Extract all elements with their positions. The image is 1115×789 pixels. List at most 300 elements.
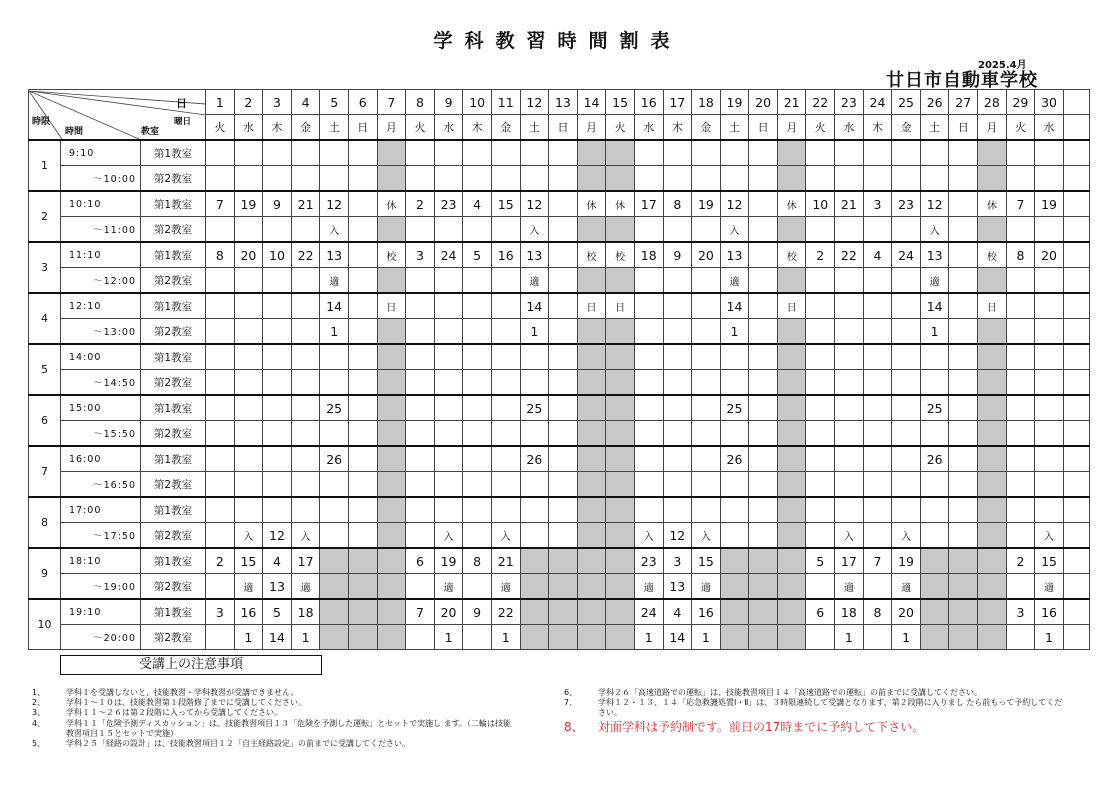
schedule-cell	[377, 268, 406, 294]
schedule-cell	[1006, 395, 1035, 421]
schedule-cell	[263, 217, 292, 243]
schedule-cell	[320, 344, 349, 370]
schedule-cell: 9	[663, 242, 692, 268]
room-label: 第1教室	[141, 599, 206, 625]
schedule-cell	[806, 344, 835, 370]
schedule-cell: 日	[377, 293, 406, 319]
schedule-cell: 1	[920, 319, 949, 345]
schedule-cell: 13	[663, 574, 692, 600]
schedule-cell	[463, 268, 492, 294]
schedule-cell	[777, 166, 806, 192]
period-number: 7	[29, 446, 61, 497]
schedule-cell	[663, 472, 692, 498]
schedule-cell: 入	[835, 523, 864, 549]
schedule-cell	[692, 370, 721, 396]
schedule-cell	[634, 293, 663, 319]
schedule-cell	[749, 140, 778, 166]
schedule-cell: 12	[663, 523, 692, 549]
schedule-cell: 20	[692, 242, 721, 268]
schedule-cell	[920, 421, 949, 447]
schedule-cell	[549, 370, 578, 396]
schedule-cell	[663, 166, 692, 192]
schedule-cell	[892, 166, 921, 192]
schedule-cell	[348, 217, 377, 243]
note-item	[32, 708, 512, 718]
schedule-cell	[892, 217, 921, 243]
schedule-cell	[1006, 421, 1035, 447]
note-number: 5、	[32, 739, 46, 749]
schedule-cell	[606, 574, 635, 600]
period-row	[29, 548, 1090, 574]
schedule-cell	[949, 370, 978, 396]
notes-left-column	[32, 688, 512, 749]
schedule-cell: 適	[892, 574, 921, 600]
schedule-cell: 25	[520, 395, 549, 421]
schedule-cell	[777, 446, 806, 472]
schedule-cell	[1006, 166, 1035, 192]
schedule-cell	[577, 217, 606, 243]
schedule-cell	[263, 319, 292, 345]
schedule-cell	[806, 140, 835, 166]
weekday-header: 火	[806, 115, 835, 141]
schedule-cell	[863, 293, 892, 319]
spare-column	[1063, 115, 1089, 141]
period-row	[29, 421, 1090, 447]
period-row	[29, 370, 1090, 396]
header-row-days	[29, 90, 1090, 115]
period-end-time: ～12:00	[61, 268, 141, 294]
schedule-cell: 1	[520, 319, 549, 345]
schedule-cell: 適	[835, 574, 864, 600]
schedule-cell	[549, 166, 578, 192]
schedule-cell: 適	[692, 574, 721, 600]
note-text: 学科１２・１３、１４「応急救護処置Ⅰ・Ⅱ」は、３時限連続して受講となります、第２段階に入りまし たら前もって予約してください。	[598, 698, 1063, 718]
schedule-cell	[320, 625, 349, 650]
schedule-cell	[806, 523, 835, 549]
schedule-cell	[348, 370, 377, 396]
schedule-cell: 休	[577, 191, 606, 217]
schedule-cell	[835, 370, 864, 396]
schedule-cell: 3	[1006, 599, 1035, 625]
schedule-cell	[234, 293, 263, 319]
schedule-cell	[549, 599, 578, 625]
schedule-cell	[692, 319, 721, 345]
schedule-cell	[806, 395, 835, 421]
schedule-cell	[720, 370, 749, 396]
schedule-cell	[892, 293, 921, 319]
schedule-cell	[377, 421, 406, 447]
schedule-cell	[406, 293, 435, 319]
schedule-cell	[663, 421, 692, 447]
day-header: 9	[434, 90, 463, 115]
schedule-cell	[491, 395, 520, 421]
schedule-cell: 13	[920, 242, 949, 268]
note-number: 6、	[564, 688, 578, 697]
schedule-cell	[863, 395, 892, 421]
schedule-cell: 13	[263, 574, 292, 600]
period-start-time: 11:10	[61, 242, 141, 268]
schedule-cell	[835, 344, 864, 370]
schedule-cell: 15	[692, 548, 721, 574]
schedule-cell: 8	[863, 599, 892, 625]
schedule-cell	[920, 548, 949, 574]
schedule-cell	[263, 293, 292, 319]
schedule-cell	[720, 140, 749, 166]
schedule-cell	[692, 166, 721, 192]
schedule-cell	[549, 319, 578, 345]
schedule-cell	[577, 319, 606, 345]
schedule-cell: 20	[434, 599, 463, 625]
schedule-cell	[806, 574, 835, 600]
schedule-cell: 1	[234, 625, 263, 650]
schedule-cell	[520, 523, 549, 549]
period-start-time: 9:10	[61, 140, 141, 166]
schedule-cell	[234, 370, 263, 396]
schedule-cell	[377, 574, 406, 600]
schedule-cell	[863, 625, 892, 650]
schedule-cell	[406, 497, 435, 523]
schedule-cell	[520, 548, 549, 574]
schedule-cell	[835, 497, 864, 523]
day-header: 19	[720, 90, 749, 115]
schedule-cell	[406, 344, 435, 370]
schedule-cell	[720, 421, 749, 447]
schedule-cell	[949, 217, 978, 243]
schedule-cell: 適	[320, 268, 349, 294]
schedule-cell	[863, 574, 892, 600]
schedule-cell	[892, 268, 921, 294]
schedule-cell	[491, 370, 520, 396]
schedule-cell: 12	[720, 191, 749, 217]
weekday-header: 月	[577, 115, 606, 141]
schedule-cell	[348, 421, 377, 447]
period-end-time: ～15:50	[61, 421, 141, 447]
note-number: 1、	[32, 688, 46, 697]
schedule-cell: 1	[720, 319, 749, 345]
schedule-cell	[806, 293, 835, 319]
schedule-cell	[949, 574, 978, 600]
schedule-cell	[463, 370, 492, 396]
schedule-cell	[463, 166, 492, 192]
schedule-cell	[692, 344, 721, 370]
schedule-cell	[377, 395, 406, 421]
schedule-cell	[577, 625, 606, 650]
day-header: 23	[835, 90, 864, 115]
room-label: 第2教室	[141, 574, 206, 600]
weekday-header: 月	[777, 115, 806, 141]
spare-column	[1063, 421, 1089, 447]
day-header: 10	[463, 90, 492, 115]
schedule-cell: 適	[291, 574, 320, 600]
schedule-cell	[806, 370, 835, 396]
schedule-cell	[1006, 472, 1035, 498]
schedule-cell	[863, 421, 892, 447]
schedule-cell	[720, 574, 749, 600]
schedule-cell	[491, 217, 520, 243]
schedule-cell	[406, 268, 435, 294]
day-header: 15	[606, 90, 635, 115]
schedule-cell	[1006, 574, 1035, 600]
schedule-cell	[749, 293, 778, 319]
room-label: 第1教室	[141, 497, 206, 523]
schedule-cell	[206, 166, 235, 192]
schedule-cell	[234, 268, 263, 294]
schedule-cell: 1	[491, 625, 520, 650]
schedule-cell	[1035, 497, 1064, 523]
schedule-cell: 14	[263, 625, 292, 650]
schedule-cell	[892, 370, 921, 396]
schedule-cell: 25	[720, 395, 749, 421]
spare-column	[1063, 625, 1089, 650]
room-label: 第1教室	[141, 242, 206, 268]
period-start-time: 19:10	[61, 599, 141, 625]
weekday-header: 火	[206, 115, 235, 141]
period-start-time: 16:00	[61, 446, 141, 472]
schedule-cell	[806, 268, 835, 294]
schedule-cell	[835, 446, 864, 472]
schedule-cell	[949, 548, 978, 574]
schedule-cell: 22	[835, 242, 864, 268]
schedule-cell	[520, 625, 549, 650]
schedule-cell	[463, 446, 492, 472]
schedule-cell	[920, 523, 949, 549]
room-label: 第2教室	[141, 217, 206, 243]
schedule-cell	[720, 344, 749, 370]
schedule-cell	[606, 140, 635, 166]
schedule-cell	[406, 446, 435, 472]
schedule-cell	[920, 599, 949, 625]
schedule-cell	[978, 599, 1007, 625]
schedule-cell	[348, 574, 377, 600]
schedule-cell	[978, 574, 1007, 600]
spare-column	[1063, 599, 1089, 625]
weekday-header: 金	[291, 115, 320, 141]
schedule-cell	[206, 523, 235, 549]
schedule-cell	[1035, 395, 1064, 421]
schedule-cell	[377, 319, 406, 345]
schedule-cell: 入	[491, 523, 520, 549]
period-start-time: 15:00	[61, 395, 141, 421]
note-item	[32, 719, 512, 739]
schedule-cell	[949, 242, 978, 268]
schedule-cell	[835, 166, 864, 192]
schedule-cell	[1035, 319, 1064, 345]
schedule-cell	[606, 548, 635, 574]
schedule-cell: 14	[920, 293, 949, 319]
schedule-cell	[263, 268, 292, 294]
schedule-cell	[1035, 140, 1064, 166]
schedule-cell: 1	[291, 625, 320, 650]
schedule-cell: 12	[320, 191, 349, 217]
schedule-cell: 日	[577, 293, 606, 319]
schedule-cell: 14	[520, 293, 549, 319]
spare-column	[1063, 548, 1089, 574]
schedule-cell	[978, 548, 1007, 574]
schedule-cell	[320, 548, 349, 574]
schedule-cell	[406, 395, 435, 421]
period-row	[29, 166, 1090, 192]
schedule-cell	[777, 344, 806, 370]
schedule-cell: 3	[863, 191, 892, 217]
day-header: 8	[406, 90, 435, 115]
schedule-cell	[634, 140, 663, 166]
schedule-cell	[577, 166, 606, 192]
schedule-cell	[634, 268, 663, 294]
schedule-cell	[463, 625, 492, 650]
schedule-cell	[806, 319, 835, 345]
schedule-cell: 休	[606, 191, 635, 217]
spare-column	[1063, 217, 1089, 243]
schedule-cell	[263, 395, 292, 421]
schedule-cell	[606, 268, 635, 294]
weekday-header: 水	[634, 115, 663, 141]
spare-column	[1063, 446, 1089, 472]
schedule-cell	[978, 217, 1007, 243]
schedule-cell	[749, 446, 778, 472]
spare-column	[1063, 344, 1089, 370]
note-item	[32, 688, 512, 698]
schedule-cell: 26	[320, 446, 349, 472]
schedule-cell: 23	[434, 191, 463, 217]
period-start-time: 10:10	[61, 191, 141, 217]
schedule-cell: 24	[634, 599, 663, 625]
schedule-cell: 4	[863, 242, 892, 268]
schedule-cell	[949, 472, 978, 498]
schedule-cell	[692, 395, 721, 421]
schedule-cell	[720, 599, 749, 625]
schedule-cell	[463, 523, 492, 549]
schedule-cell	[835, 319, 864, 345]
schedule-cell	[348, 319, 377, 345]
schedule-cell	[749, 217, 778, 243]
weekday-header: 金	[491, 115, 520, 141]
day-header: 24	[863, 90, 892, 115]
schedule-cell: 日	[777, 293, 806, 319]
period-number: 8	[29, 497, 61, 548]
schedule-cell	[949, 293, 978, 319]
schedule-cell	[549, 140, 578, 166]
schedule-cell	[406, 140, 435, 166]
schedule-cell	[863, 446, 892, 472]
schedule-cell: 5	[806, 548, 835, 574]
schedule-cell	[206, 446, 235, 472]
schedule-cell	[1006, 217, 1035, 243]
schedule-cell	[577, 268, 606, 294]
schedule-cell	[549, 625, 578, 650]
schedule-cell	[320, 574, 349, 600]
schedule-cell	[749, 166, 778, 192]
schedule-cell	[978, 523, 1007, 549]
schedule-cell: 入	[291, 523, 320, 549]
schedule-cell	[520, 370, 549, 396]
schedule-cell: 適	[634, 574, 663, 600]
schedule-cell: 15	[234, 548, 263, 574]
spare-column	[1063, 166, 1089, 192]
schedule-cell	[606, 446, 635, 472]
schedule-cell	[348, 344, 377, 370]
schedule-cell: 休	[978, 191, 1007, 217]
room-label: 第1教室	[141, 548, 206, 574]
day-header: 13	[549, 90, 578, 115]
schedule-cell	[749, 472, 778, 498]
spare-column	[1063, 574, 1089, 600]
schedule-cell	[348, 242, 377, 268]
period-row	[29, 625, 1090, 650]
period-end-time: ～19:00	[61, 574, 141, 600]
note-text: 学科１１～２６は第２段階に入ってから受講してください。	[66, 708, 282, 718]
schedule-cell	[606, 166, 635, 192]
schedule-cell	[749, 497, 778, 523]
schedule-cell: 適	[434, 574, 463, 600]
schedule-cell	[777, 421, 806, 447]
schedule-cell	[749, 268, 778, 294]
schedule-cell	[634, 497, 663, 523]
schedule-cell: 10	[806, 191, 835, 217]
schedule-cell	[206, 217, 235, 243]
schedule-cell	[549, 421, 578, 447]
note-number: 4、	[32, 718, 46, 728]
period-number: 3	[29, 242, 61, 293]
schedule-cell	[577, 548, 606, 574]
room-label: 第2教室	[141, 625, 206, 650]
day-header: 22	[806, 90, 835, 115]
schedule-cell: 2	[806, 242, 835, 268]
schedule-cell	[949, 395, 978, 421]
schedule-cell	[234, 497, 263, 523]
schedule-cell	[606, 421, 635, 447]
schedule-cell	[920, 344, 949, 370]
schedule-cell	[577, 574, 606, 600]
schedule-cell	[663, 293, 692, 319]
schedule-cell	[206, 574, 235, 600]
weekday-header: 月	[978, 115, 1007, 141]
schedule-cell	[949, 166, 978, 192]
room-label: 第2教室	[141, 370, 206, 396]
schedule-cell	[835, 472, 864, 498]
schedule-cell	[234, 217, 263, 243]
schedule-cell	[1006, 319, 1035, 345]
schedule-cell: 3	[406, 242, 435, 268]
schedule-cell	[406, 625, 435, 650]
schedule-cell	[606, 319, 635, 345]
school-name: 廿日市自動車学校	[886, 70, 1038, 91]
spare-column	[1063, 140, 1089, 166]
weekday-header: 木	[463, 115, 492, 141]
schedule-cell	[491, 446, 520, 472]
spare-column	[1063, 523, 1089, 549]
schedule-cell	[377, 472, 406, 498]
day-header: 30	[1035, 90, 1064, 115]
schedule-cell	[978, 268, 1007, 294]
schedule-cell	[634, 472, 663, 498]
schedule-cell: 19	[692, 191, 721, 217]
schedule-cell	[320, 497, 349, 523]
period-row	[29, 242, 1090, 268]
schedule-cell	[263, 472, 292, 498]
schedule-cell: 2	[406, 191, 435, 217]
schedule-cell	[1035, 344, 1064, 370]
schedule-cell	[1006, 625, 1035, 650]
period-number: 9	[29, 548, 61, 599]
schedule-cell: 20	[892, 599, 921, 625]
note-text: 学科１１「危険予測ディスカッション」は、技能教習項目１３「危険を予測した運転」とセットで実施し ます。（二輪は技能教習項目１５とセットで実施）	[66, 718, 512, 738]
schedule-cell: 16	[1035, 599, 1064, 625]
schedule-cell	[577, 140, 606, 166]
schedule-cell	[749, 599, 778, 625]
schedule-cell	[406, 421, 435, 447]
schedule-cell: 1	[320, 319, 349, 345]
schedule-cell	[549, 344, 578, 370]
